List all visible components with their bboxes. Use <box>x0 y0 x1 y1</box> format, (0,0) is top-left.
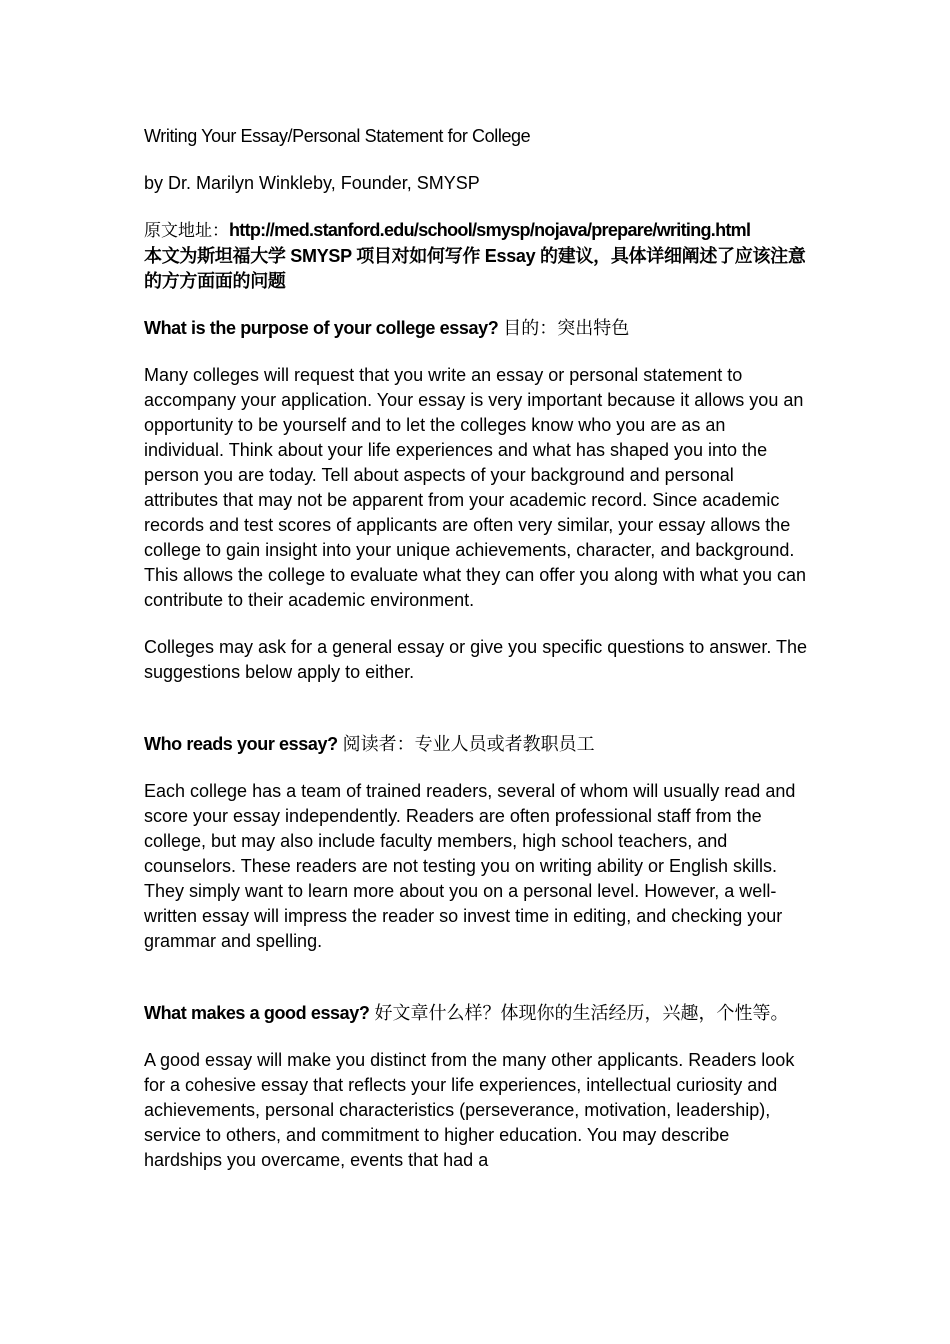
source-url-link[interactable]: http://med.stanford.edu/school/smysp/nojava/prepare/writing.html <box>229 220 751 240</box>
section-heading-text: What is the purpose of your college essay? <box>144 318 499 338</box>
document-title: Writing Your Essay/Personal Statement for College <box>144 126 531 146</box>
author-byline: by Dr. Marilyn Winkleby, Founder, SMYSP <box>144 173 480 193</box>
section-heading-zh: 目的：突出特色 <box>498 318 630 338</box>
source-description: 本文为斯坦福大学 SMYSP 项目对如何写作 Essay 的建议，具体详细阐述了应该注意的方方面面的问题 <box>144 246 806 291</box>
section-heading-purpose <box>144 316 810 341</box>
paragraph: A good essay will make you distinct from the many other applicants. Readers look for a cohesive essay that reflects your life experiences, intellectual curiosity and achievements, personal characteristics (perseverance, motivation, leadership), service to others, and commitment to higher education. You may describe hardships you overcame, events that had a <box>144 1050 795 1170</box>
section-heading-text: What makes a good essay? <box>144 1003 370 1023</box>
section-heading-good-essay <box>144 1001 810 1026</box>
source-label: 原文地址： <box>144 221 229 241</box>
source-block <box>144 218 810 294</box>
section-spacer <box>144 707 810 732</box>
paragraph: Colleges may ask for a general essay or give you specific questions to answer. The suggestions below apply to either. <box>144 637 808 682</box>
section-spacer <box>144 976 810 1001</box>
paragraph: Many colleges will request that you write an essay or personal statement to accompany your application. Your essay is very important because it allows you an opportunity to be yourself and to let the colleges know who you are as an individual. Think about your life experiences and what has shaped you into the person you are today. Tell about aspects of your background and personal attributes that may not be apparent from your academic record. Since academic records and test scores of applicants are often very similar, your essay allows the college to gain insight into your unique achievements, character, and background. This allows the college to evaluate what they can offer you along with what you can contribute to their academic environment. <box>144 365 807 610</box>
section-heading-zh: 阅读者：专业人员或者教职员工 <box>337 734 595 754</box>
document-page <box>144 124 810 1195</box>
section-heading-text: Who reads your essay? <box>144 734 338 754</box>
section-heading-readers <box>144 732 810 757</box>
paragraph: Each college has a team of trained readers, several of whom will usually read and score your essay independently. Readers are often professional staff from the college, but may also include faculty members, high school teachers, and counselors. These readers are not testing you on writing ability or English skills. They simply want to learn more about you on a personal level. However, a well-written essay will impress the reader so invest time in editing, and checking your grammar and spelling. <box>144 781 796 951</box>
section-heading-zh: 好文章什么样？体现你的生活经历，兴趣，个性等。 <box>369 1003 789 1023</box>
